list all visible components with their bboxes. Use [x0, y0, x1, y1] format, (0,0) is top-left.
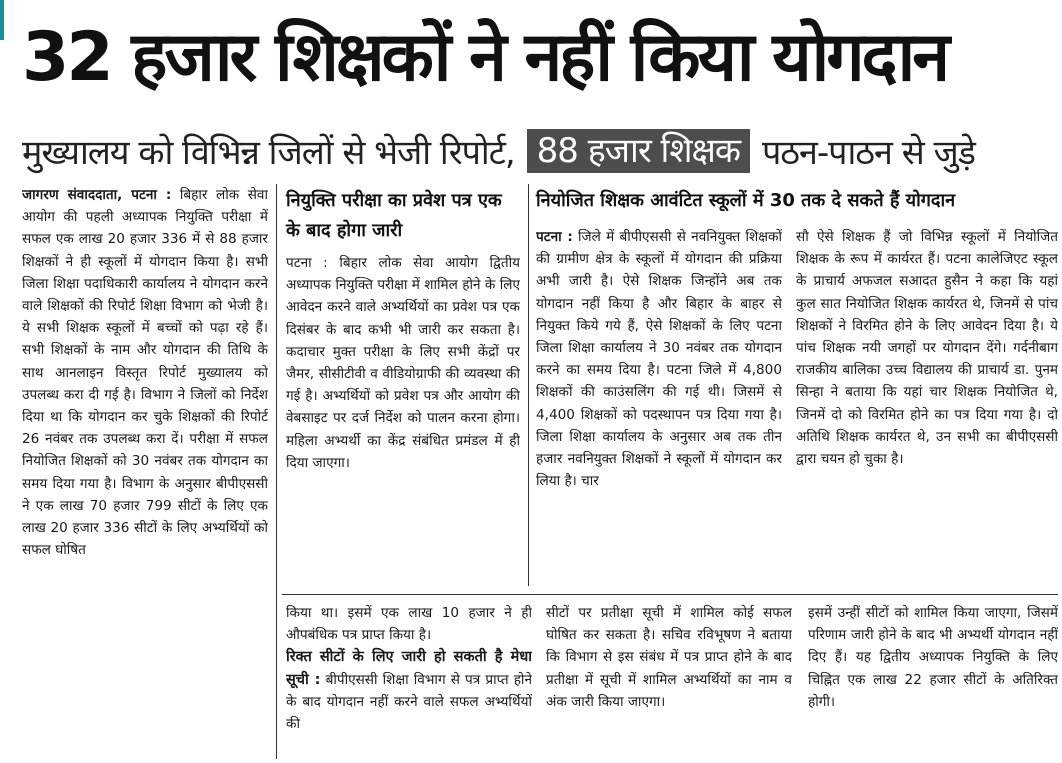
edge-accent — [0, 0, 4, 40]
subheadline-highlight: 88 हजार शिक्षक — [527, 129, 750, 173]
main-story-col3 — [546, 602, 792, 759]
box-bottom-rule — [282, 594, 1058, 595]
main-story-part4: सीटों पर प्रतीक्षा सूची में शामिल कोई सफल घोषित कर सकता है। सचिव रविभूषण ने बताया कि विभाग से इस संबंध में पत्र प्राप्त होने के बाद प्रतीक्षा में सूची में शामिल अभ्यर्थियों का नाम व अंक जारी किया जाएगा। — [546, 605, 792, 710]
story2-dateline: पटना : — [286, 255, 328, 271]
main-story-part3: बीपीएससी शिक्षा विभाग से पत्र प्राप्त होने के बाद योगदान नहीं करने वाले सफल अभ्यर्थियों की — [286, 671, 532, 733]
story3-col2-text: सौ ऐसे शिक्षक हैं जो विभिन्न स्कूलों में नियोजित शिक्षक के रूप में कार्यरत हैं। पटना कालेजिएट स्कूल के प्राचार्य अफजल सआदत हुसैन ने कहा कि यहां कुल सात नियोजित शिक्षक कार्यरत थे, जिनमें से पांच शिक्षकों ने विरमित होने के लिए आवेदन दिया है। ये पांच शिक्षक नयी जगहों पर योगदान देंगे। गर्दनीबाग राजकीय बालिका उच्च विद्यालय की प्राचार्य डा. पुनम सिन्हा ने बताया कि यहां चार शिक्षक नियोजित थे, जिनमें दो को विरमित होने का पत्र दिया गया है। दो अतिथि शिक्षक कार्यरत थे, उन सभी का बीपीएससी द्वारा चयन हो चुका है। — [796, 229, 1058, 468]
story3-dateline: पटना : — [536, 229, 573, 245]
story3-col1 — [536, 226, 782, 586]
main-story-col2 — [286, 602, 532, 759]
main-story-part1: बिहार लोक सेवा आयोग की पहली अध्यापक नियुक्ति परीक्षा में सफल एक लाख 20 हजार 336 में से 88 हजार शिक्षकों ने ही स्कूलों में योगदान किया है। सभी जिला शिक्षा पदाधिकारी कार्यालय ने योगदान करने वाले शिक्षकों की रिपोर्ट शिक्षा विभाग को भेजी है। ये सभी शिक्षक स्कूलों में बच्चों को पढ़ा रहे हैं। सभी शिक्षकों के नाम और योगदान की तिथि के साथ आनलाइन विस्तृत रिपोर्ट मुख्यालय को उपलब्ध करा दी गई है। विभाग ने जिलों को निर्देश दिया था कि योगदान कर चुके शिक्षकों की रिपोर्ट 26 नवंबर तक उपलब्ध करा दें। परीक्षा में सफल नियोजित शिक्षकों को 30 नवंबर तक योगदान का समय दिया गया है। विभाग के अनुसार बीपीएससी ने एक लाख 70 हजार 799 सीटों के लिए एक लाख 20 हजार 336 सीटों के लिए अभ्यर्थियों को सफल घोषित — [22, 187, 268, 559]
main-story-dateline: जागरण संवाददाता, पटना : — [22, 187, 172, 203]
story3-col1-text: जिले में बीपीएससी से नवनियुक्त शिक्षकों की ग्रामीण क्षेत्र के स्कूलों में योगदान की प्रक्रिया अभी जारी है। ऐसे शिक्षक जिन्होंने अब तक योगदान नहीं किया है और बिहार के बाहर से नियुक्त किये गये हैं, ऐसे शिक्षकों के लिए पटना जिला शिक्षा कार्यालय ने 30 नवंबर तक योगदान करने का समय दिया है। पटना जिले में 4,800 शिक्षकों की काउंसलिंग की गई थी। जिसमें से 4,400 शिक्षकों को पदस्थापन पत्र दिया गया है। जिला शिक्षा कार्यालय के अनुसार अब तक तीन हजार नवनियुक्त शिक्षकों ने स्कूलों में योगदान कर लिया है। चार — [536, 229, 782, 490]
subheadline-after: पठन-पाठन से जुड़े — [761, 133, 975, 173]
subheadline-before: मुख्यालय को विभिन्न जिलों से भेजी रिपोर्ट, — [22, 133, 515, 173]
subheadline — [22, 128, 1058, 174]
story2-headline: नियुक्ति परीक्षा का प्रवेश पत्र एक के बाद होगा जारी — [286, 190, 502, 241]
column-rule-2 — [528, 184, 529, 586]
story3-col2 — [796, 226, 1058, 586]
main-story-subhead: रिक्त सीटों के लिए जारी हो सकती है मेधा सूची : — [286, 649, 532, 688]
story3-headline: नियोजित शिक्षक आवंटित स्कूलों में 30 तक दे सकते हैं योगदान — [536, 190, 956, 211]
story2-text: बिहार लोक सेवा आयोग द्वितीय अध्यापक नियुक्ति परीक्षा में शामिल होने के लिए आवेदन करने वाले अभ्यर्थियों का प्रवेश पत्र एक दिसंबर के बाद कभी भी जारी कर सकता है। कदाचार मुक्त परीक्षा के लिए सभी केंद्रों पर जैमर, सीसीटीवी व वीडियोग्राफी की व्यवस्था की गई है। अभ्यर्थियों को प्रवेश पत्र और आयोग की वेबसाइट पर दर्ज निर्देश को पालन करना होगा। महिला अभ्यर्थी का केंद्र संबंधित प्रमंडल में ही दिया जाएगा। — [286, 255, 520, 471]
main-headline: 32 हजार शिक्षकों ने नहीं किया योगदान — [22, 18, 947, 97]
main-story-col1 — [22, 184, 268, 759]
story2-body — [286, 252, 520, 586]
main-story-col4 — [808, 602, 1058, 759]
main-story-part2: किया था। इसमें एक लाख 10 हजार ने ही औपबंधिक पत्र प्राप्त किया है। — [286, 605, 532, 644]
column-rule-1 — [276, 184, 277, 759]
main-story-part5: इसमें उन्हीं सीटों को शामिल किया जाएगा, जिसमें परिणाम जारी होने के बाद भी अभ्यर्थी योगदान नहीं दिए हैं। यह द्वितीय अध्यापक नियुक्ति के लिए चिह्नित एक लाख 22 हजार सीटों के अतिरिक्त होगी। — [808, 605, 1058, 710]
